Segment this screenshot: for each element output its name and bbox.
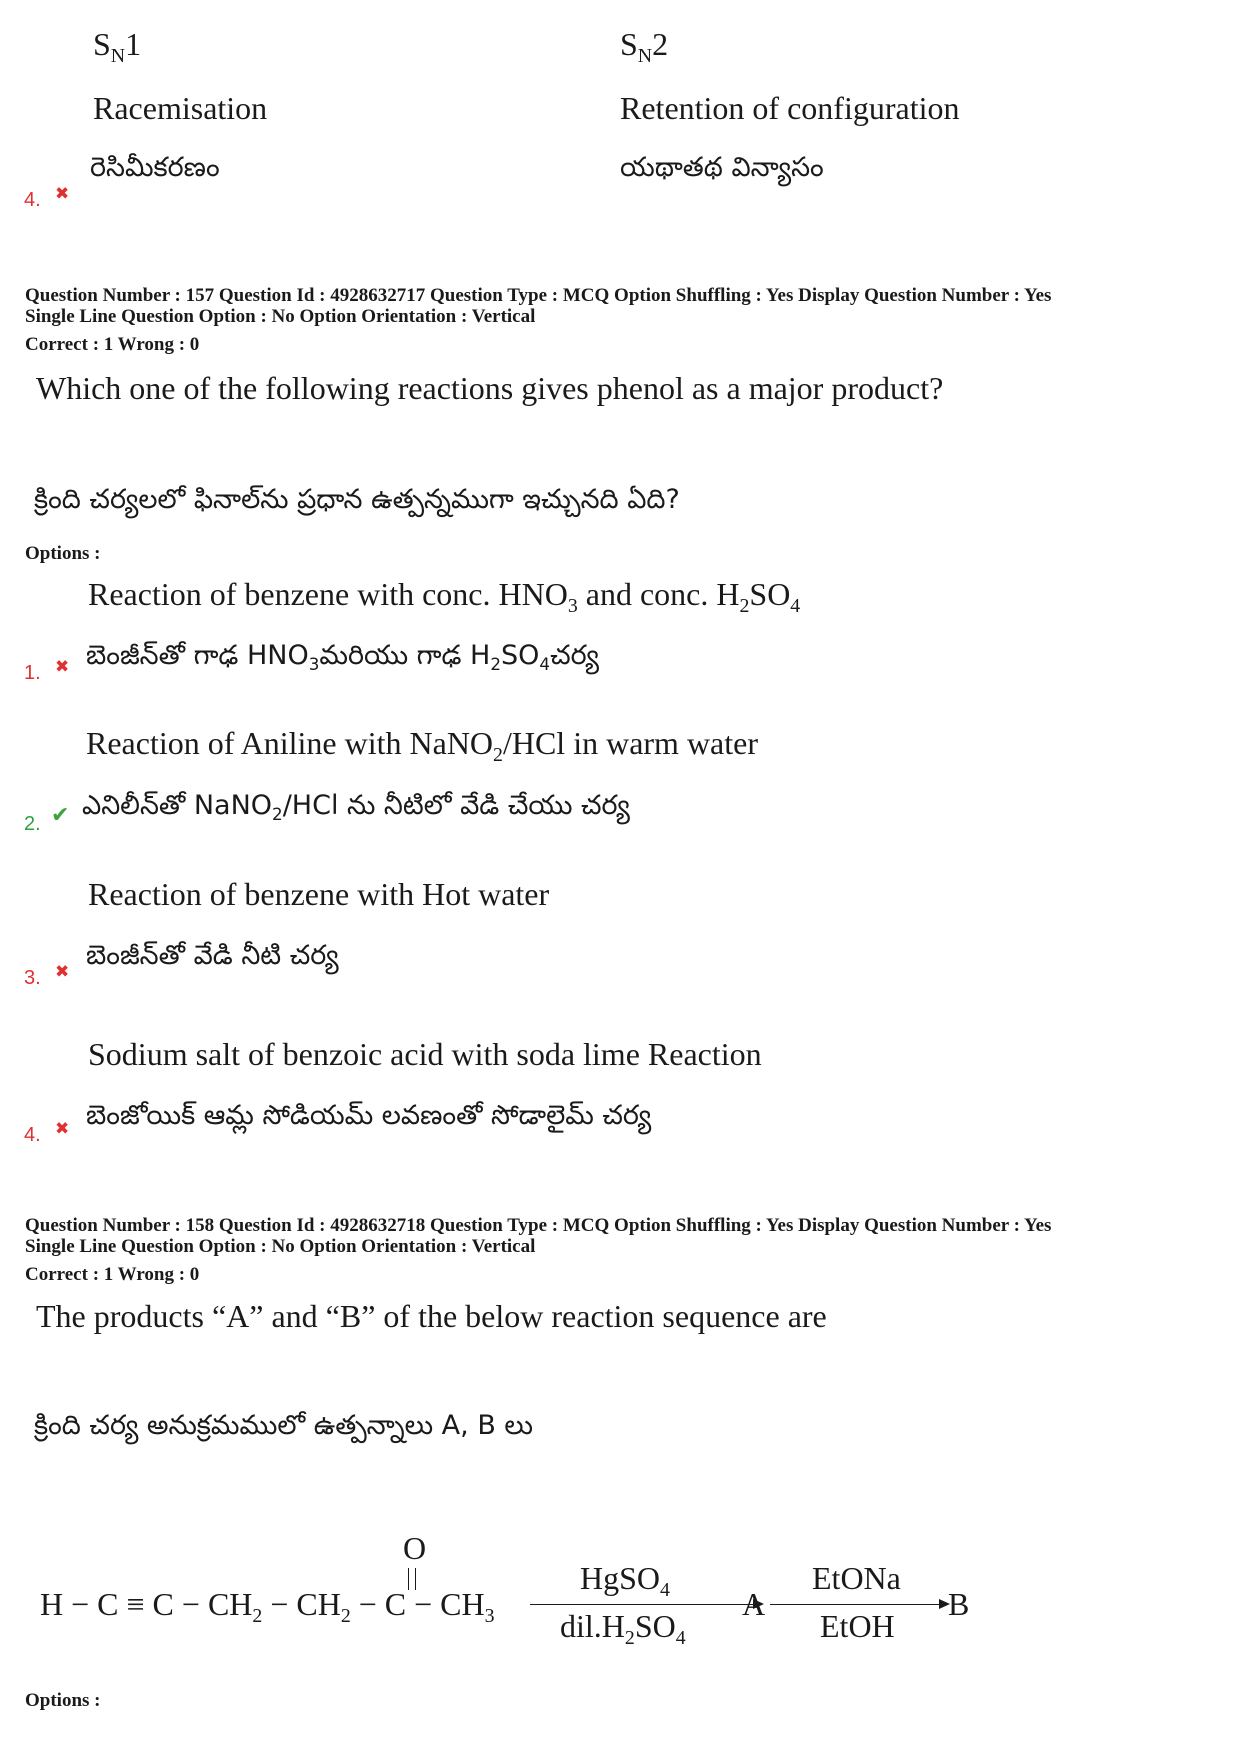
meta-line-1: Question Number : 157 Question Id : 4928632717 Question Type : MCQ Option Shuffling : Yes Display Question Number : Yes	[25, 285, 1052, 306]
meta-line-3: Correct : 1 Wrong : 0	[25, 1264, 200, 1285]
option-number: 4.	[24, 189, 41, 211]
option-1-number: 1.	[24, 662, 41, 684]
options-label: Options :	[25, 1690, 101, 1711]
question-text-telugu: క్రింది చర్యలలో ఫినాల్‌ను ప్రధాన ఉత్పన్నముగా ఇచ్చునది ఏది?	[34, 484, 680, 515]
option-2-telugu[interactable]: ఎనిలీన్‌తో NaNO$_2$/HCl ను నీటిలో వేడి చేయు చర్య	[82, 790, 630, 824]
reactant-formula: $H - C \equiv C - CH_2 - CH_2 - C - CH_3$	[40, 1586, 495, 1627]
question-text-english: The products “A” and “B” of the below reaction sequence are	[36, 1298, 827, 1334]
carbonyl-oxygen: O	[403, 1530, 427, 1566]
option-1-telugu[interactable]: బెంజీన్‌తో గాఢ $HNO_3మరియు$ గాఢ $H_2SO_4చర్య$	[86, 640, 599, 674]
meta-line-2: Single Line Question Option : No Option Orientation : Vertical	[25, 1236, 536, 1257]
option-2-number: 2.	[24, 813, 41, 835]
sn1-heading: $S_N1$	[93, 26, 142, 67]
option-3-number: 3.	[24, 967, 41, 989]
sn1-telugu: రెసిమీకరణం	[90, 152, 220, 183]
product-b: B	[948, 1586, 970, 1622]
reagent-2-top: EtONa	[812, 1560, 901, 1596]
meta-line-2: Single Line Question Option : No Option Orientation : Vertical	[25, 306, 536, 327]
sn2-telugu: యథాతథ విన్యాసం	[620, 152, 824, 183]
meta-line-1: Question Number : 158 Question Id : 4928632718 Question Type : MCQ Option Shuffling : Yes Display Question Number : Yes	[25, 1215, 1052, 1236]
option-4-number: 4.	[24, 1124, 41, 1146]
option-1-english[interactable]: Reaction of benzene with conc. $HNO_3$ and conc. $H_2SO_4$	[88, 576, 801, 617]
question-meta	[25, 285, 1225, 355]
sn2-heading: $S_N2$	[620, 26, 669, 67]
meta-line-3: Correct : 1 Wrong : 0	[25, 334, 200, 355]
sn1-english: Racemisation	[93, 90, 268, 126]
wrong-icon: ✖	[55, 962, 70, 982]
option-2-english[interactable]: Reaction of Aniline with NaNO$_2$/HCl in warm water	[86, 725, 758, 766]
question-text-telugu: క్రింది చర్య అనుక్రమములో ఉత్పన్నాలు A, B లు	[34, 1410, 533, 1441]
question-meta	[25, 1215, 1225, 1285]
wrong-icon: ✖	[55, 184, 70, 204]
sn2-english: Retention of configuration	[620, 90, 960, 126]
wrong-icon: ✖	[55, 1119, 70, 1139]
reagent-2-bottom: EtOH	[820, 1608, 895, 1644]
reaction-arrow-1	[530, 1604, 762, 1605]
reaction-arrow-2	[770, 1604, 948, 1605]
product-a: A	[742, 1586, 766, 1622]
reagent-1-bottom: $dil.H_2SO_4$	[560, 1608, 686, 1649]
reagent-1-top: HgSO$_4$	[580, 1560, 670, 1601]
correct-check-icon: ✔	[51, 803, 70, 828]
reaction-scheme	[40, 1530, 980, 1650]
options-label: Options :	[25, 543, 101, 564]
option-4-english[interactable]: Sodium salt of benzoic acid with soda lime Reaction	[88, 1036, 762, 1072]
option-4-telugu[interactable]: బెంజోయిక్ ఆమ్ల సోడియమ్ లవణంతో సోడాలైమ్ చర్య	[86, 1100, 652, 1131]
option-3-english[interactable]: Reaction of benzene with Hot water	[88, 876, 550, 912]
option-3-telugu[interactable]: బెంజీన్‌తో వేడి నీటి చర్య	[86, 940, 339, 971]
wrong-icon: ✖	[55, 657, 70, 677]
question-text-english: Which one of the following reactions gives phenol as a major product?	[36, 370, 944, 406]
